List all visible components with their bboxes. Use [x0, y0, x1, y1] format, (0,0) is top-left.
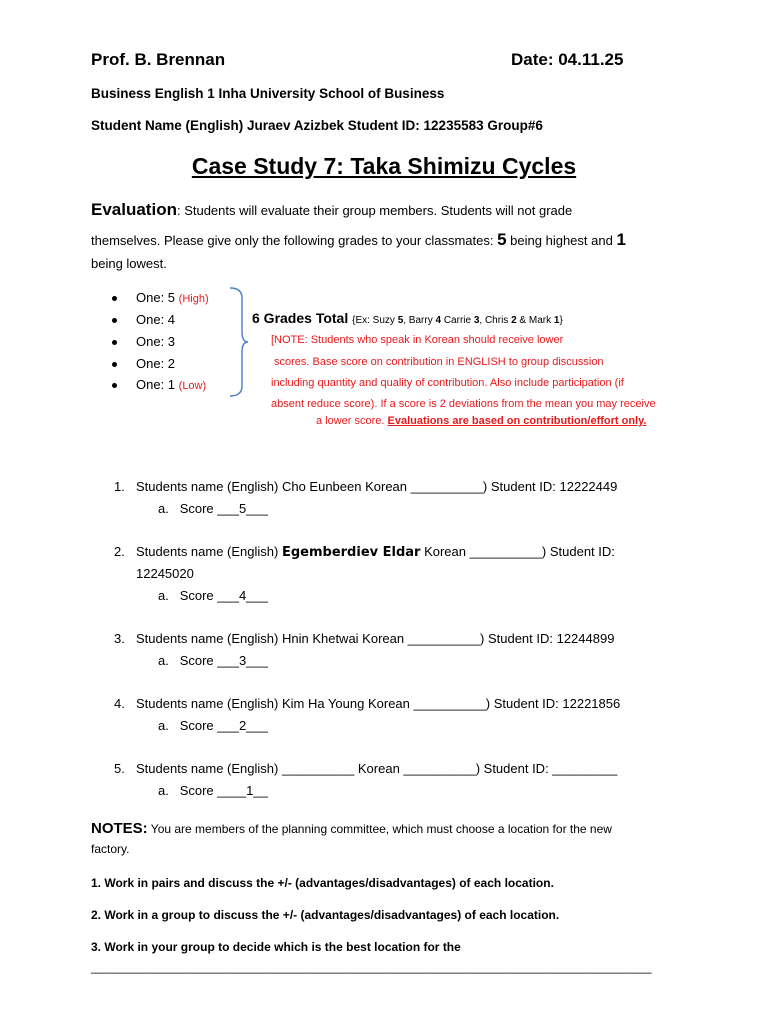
notes-heading: NOTES: [91, 820, 148, 837]
evaluation-basis-emphasis: Evaluations are based on contribution/effort only. [387, 415, 647, 427]
notes-line1: NOTES: You are members of the planning committee, which must choose a location for the new [91, 820, 612, 837]
evaluation-text-4: being lowest. [91, 256, 167, 271]
student-score-3: a. Score ___3___ [158, 653, 268, 668]
highest-grade-number: 5 [497, 230, 507, 249]
evaluation-paragraph-line1 [91, 200, 572, 220]
student-entry-5: 5. Students name (English) __________ Korean __________) Student ID: _________ [114, 761, 618, 776]
lowest-grade-number: 1 [616, 230, 626, 249]
evaluation-text-3: being highest and [506, 233, 617, 248]
note-line-final: a lower score. Evaluations are based on contribution/effort only. [316, 415, 647, 427]
evaluation-heading: Evaluation [91, 200, 177, 219]
student-entry-2: 2. Students name (English) Egemberdiev Eldar Korean __________) Student ID: [114, 544, 615, 560]
task-3: 3. Work in your group to decide which is the best location for the [91, 940, 461, 954]
task-2: 2. Work in a group to discuss the +/- (advantages/disadvantages) of each location. [91, 908, 560, 922]
answer-blank-line: ____________________________________________________________________________________ [91, 960, 652, 974]
grade-item: One: 3 [136, 334, 175, 349]
grade-item: One: 1 (Low) [136, 377, 206, 392]
grade-item: One: 4 [136, 312, 175, 327]
note-line: absent reduce score). If a score is 2 deviations from the mean you may receive [271, 398, 656, 410]
bullet-icon [112, 340, 117, 345]
grade-item: One: 5 (High) [136, 290, 209, 305]
professor-name: Prof. B. Brennan [91, 50, 226, 69]
grades-total-title: 6 Grades Total [252, 310, 349, 326]
student-entry-3: 3. Students name (English) Hnin Khetwai Korean __________) Student ID: 12244899 [114, 631, 615, 646]
note-line: scores. Base score on contribution in ENGLISH to group discussion [274, 356, 604, 368]
student-entry-4: 4. Students name (English) Kim Ha Young Korean __________) Student ID: 12221856 [114, 696, 621, 711]
bullet-icon [112, 296, 117, 301]
grades-example: {Ex: Suzy 5, Barry 4 Carrie 3, Chris 2 & Mark 1} [352, 315, 563, 326]
student-score-1: a. Score ___5___ [158, 501, 268, 516]
bullet-icon [112, 362, 117, 367]
evaluation-text-2: themselves. Please give only the following grades to your classmates: [91, 233, 498, 248]
curly-brace-icon [226, 286, 250, 398]
grade-tag-high: (High) [178, 293, 209, 305]
evaluation-text-1: : Students will evaluate their group members. Students will not grade [176, 203, 573, 218]
grade-item: One: 2 [136, 356, 175, 371]
notes-line2: factory. [91, 842, 130, 856]
student-entry-1: 1. Students name (English) Cho Eunbeen Korean __________) Student ID: 12222449 [114, 479, 618, 494]
evaluation-paragraph-line2 [91, 230, 626, 250]
task-1: 1. Work in pairs and discuss the +/- (advantages/disadvantages) of each location. [91, 876, 554, 890]
note-line: [NOTE: Students who speak in Korean should receive lower [271, 334, 564, 346]
student-info-line: Student Name (English) Juraev Azizbek Student ID: 12235583 Group#6 [91, 118, 543, 133]
date: Date: 04.11.25 [511, 50, 624, 69]
student-score-2: a. Score ___4___ [158, 588, 268, 603]
student-entry-2-continued: 12245020 [136, 566, 194, 581]
course-line: Business English 1 Inha University School of Business [91, 86, 445, 101]
grades-total [252, 310, 563, 326]
bullet-icon [112, 318, 117, 323]
grade-tag-low: (Low) [178, 380, 207, 392]
bullet-icon [112, 383, 117, 388]
page-title: Case Study 7: Taka Shimizu Cycles [191, 153, 577, 179]
note-line: including quantity and quality of contribution. Also include participation (if [271, 377, 624, 389]
student-score-5: a. Score ____1__ [158, 783, 268, 798]
student-score-4: a. Score ___2___ [158, 718, 268, 733]
